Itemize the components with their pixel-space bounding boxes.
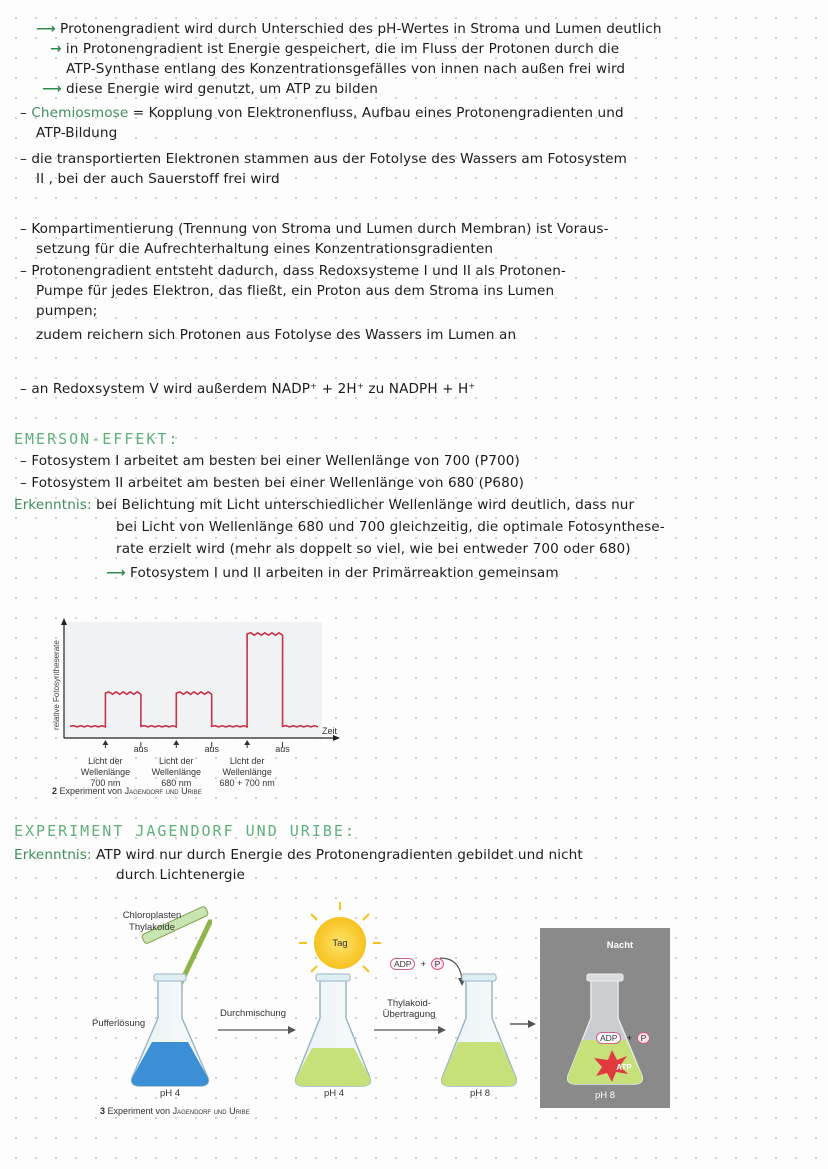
mix-arrow-icon (288, 1026, 296, 1034)
event-label: Licht der Wellenlänge 680 nm (151, 756, 201, 788)
note-line-9: – Kompartimentierung (Trennung von Stroma und Lumen durch Membran) ist Voraus- (20, 221, 609, 237)
note-text: Fotosystem I und II arbeiten in der Primärreaktion gemeinsam (130, 565, 559, 581)
note-line-10 (36, 240, 493, 258)
arrow-up-icon (244, 740, 250, 745)
note-line-8 (36, 170, 280, 188)
flask-3 (442, 974, 517, 1086)
caption-text: Experiment von (59, 786, 123, 796)
label-ph-4: pH 8 (594, 1090, 616, 1101)
p-badge: P (637, 1032, 650, 1044)
note-text: ATP wird nur durch Energie des Protonengradienten gebildet und nicht (96, 847, 583, 863)
figure-caption (100, 1106, 250, 1116)
arrow-icon: ⟶ (42, 81, 62, 97)
night-adp-p-group (596, 1026, 650, 1045)
note-text: Pumpe für jedes Elektron, das fließt, ein Proton aus dem Stroma ins Lumen (36, 283, 555, 299)
caption-number: 2 (52, 786, 58, 796)
jagendorf-figure (90, 900, 690, 1125)
note-line-2 (50, 40, 619, 58)
note-text: Fotosystem I arbeitet am besten bei einer Wellenlänge von 700 (P700) (31, 453, 520, 469)
plus-sign: + (626, 1033, 632, 1043)
note-text: Fotosystem II arbeitet am besten bei einer Wellenlänge von 680 (P680) (31, 475, 524, 491)
erkenntnis-label: Erkenntnis: (14, 497, 92, 513)
arrow-up-icon (102, 740, 108, 745)
adp-badge: ADP (596, 1032, 621, 1044)
label-ph-3: pH 8 (469, 1088, 491, 1099)
emerson-line-2: – Fotosystem II arbeitet am besten bei einer Wellenlänge von 680 (P680) (20, 475, 524, 491)
note-text: pumpen; (36, 303, 98, 319)
jagendorf-line-2 (116, 866, 245, 884)
label-ph-1: pH 4 (159, 1088, 181, 1099)
note-line-11: – Protonengradient entsteht dadurch, dass Redoxsysteme I und II als Protonen- (20, 263, 566, 279)
event-label: aus (275, 744, 290, 754)
note-text: ATP-Bildung (36, 125, 118, 141)
adp-p-group (390, 952, 444, 971)
note-text: Kompartimentierung (Trennung von Stroma und Lumen durch Membran) ist Voraus- (31, 221, 609, 237)
emerson-chart (48, 618, 348, 808)
note-line-1 (36, 20, 662, 38)
label-line: Thylakoid- (387, 998, 431, 1009)
jagendorf-heading: EXPERIMENT JAGENDORF UND URIBE: (14, 822, 356, 840)
p-badge: P (431, 958, 444, 970)
emerson-line-6 (106, 564, 559, 582)
note-line-3 (66, 60, 625, 78)
plus-sign: + (420, 959, 426, 969)
event-label: Licht der Wellenlänge 700 nm (80, 756, 131, 788)
atp-label: ATP (616, 1063, 632, 1072)
y-axis-label: relative Fotosyntheserate (52, 640, 61, 730)
event-label: aus (204, 744, 219, 754)
note-text: setzung für die Aufrechterhaltung eines Konzentrationsgradienten (36, 241, 494, 257)
note-text: an Redoxsystem V wird außerdem NADP⁺ + 2H⁺ zu NADPH + H⁺ (31, 381, 476, 397)
caption-text: Experiment von (107, 1106, 171, 1116)
event-label: aus (133, 744, 149, 754)
label-tag: Tag (332, 938, 348, 949)
arrow-icon: ⟶ (106, 565, 126, 581)
note-text: zudem reichern sich Protonen aus Fotolyse des Wassers im Lumen an (36, 327, 517, 343)
emerson-line-1: – Fotosystem I arbeitet am besten bei einer Wellenlänge von 700 (P700) (20, 453, 520, 469)
caption-names: Jagendorf und Uribe (124, 786, 202, 796)
emerson-line-5 (116, 540, 631, 558)
x-axis-label: Zeit (322, 726, 338, 736)
label-ph-2: pH 4 (323, 1088, 345, 1099)
chart-caption (52, 786, 202, 796)
caption-number: 3 (100, 1106, 106, 1116)
buffer-liquid (132, 1042, 209, 1086)
note-line-15: – an Redoxsystem V wird außerdem NADP⁺ + 2H⁺ zu NADPH + H⁺ (20, 381, 476, 397)
label-chloroplasten: Chloroplasten (122, 910, 182, 921)
emerson-line-4 (116, 518, 665, 536)
arrow-icon: → (50, 41, 62, 57)
arrow-up-icon (173, 740, 179, 745)
note-text: durch Lichtenergie (116, 867, 245, 883)
note-text: rate erzielt wird (mehr als doppelt so viel, wie bei entweder 700 oder 680) (116, 541, 631, 557)
note-text: die transportierten Elektronen stammen aus der Fotolyse des Wassers am Fotosystem (31, 151, 627, 167)
label-pufferloesung: Pufferlösung (92, 1018, 146, 1029)
note-text: in Protonengradient ist Energie gespeichert, die im Fluss der Protonen durch die (65, 41, 620, 57)
jagendorf-line-1 (14, 846, 583, 864)
erkenntnis-label: Erkenntnis: (14, 847, 92, 863)
transfer-arrow-icon (438, 1026, 446, 1034)
adp-badge: ADP (390, 958, 415, 970)
flask-2 (296, 974, 371, 1086)
note-text: II , bei der auch Sauerstoff frei wird (36, 171, 280, 187)
emerson-heading: EMERSON-EFFEKT: (14, 430, 180, 448)
label-line: Übertragung (382, 1009, 436, 1020)
arrow-icon: ⟶ (36, 21, 56, 37)
note-text: diese Energie wird genutzt, um ATP zu bilden (66, 81, 378, 97)
note-line-7: – die transportierten Elektronen stammen aus der Fotolyse des Wassers am Fotosystem (20, 151, 627, 167)
label-thylakoide: Thylakoide (129, 922, 175, 933)
note-text: ATP-Synthase entlang des Konzentrationsgefälles von innen nach außen frei wird (66, 61, 626, 77)
caption-names: Jagendorf und Uribe (172, 1106, 250, 1116)
label-thylakoid-uebertragung (364, 998, 454, 1020)
chart-svg (48, 618, 348, 748)
note-text: bei Belichtung mit Licht unterschiedlicher Wellenlänge wird deutlich, dass nur (96, 497, 635, 513)
note-line-14 (36, 326, 516, 344)
note-line-6 (36, 124, 117, 142)
note-line-13 (36, 302, 97, 320)
note-text: = Kopplung von Elektronenfluss, Aufbau eines Protonengradienten und (132, 105, 624, 121)
note-line-4 (42, 80, 378, 98)
note-line-5: – Chemiosmose = Kopplung von Elektronenfluss, Aufbau eines Protonengradienten und (20, 105, 624, 121)
note-line-12 (36, 282, 554, 300)
label-durchmischung: Durchmischung (220, 1008, 286, 1019)
note-text: Protonengradient wird durch Unterschied des pH-Wertes in Stroma und Lumen deutlich (60, 21, 662, 37)
note-text: Protonengradient entsteht dadurch, dass Redoxsysteme I und II als Protonen- (31, 263, 566, 279)
event-label: Licht der Wellenlänge 680 + 700 nm (219, 756, 275, 788)
emerson-line-3 (14, 496, 634, 514)
label-nacht: Nacht (606, 940, 634, 951)
y-axis-arrow-icon (61, 618, 67, 625)
note-text: bei Licht von Wellenlänge 680 und 700 gleichzeitig, die optimale Fotosynthese- (116, 519, 665, 535)
term-chemiosmose: Chemiosmose (31, 105, 129, 121)
to-night-arrow-icon (528, 1020, 536, 1028)
